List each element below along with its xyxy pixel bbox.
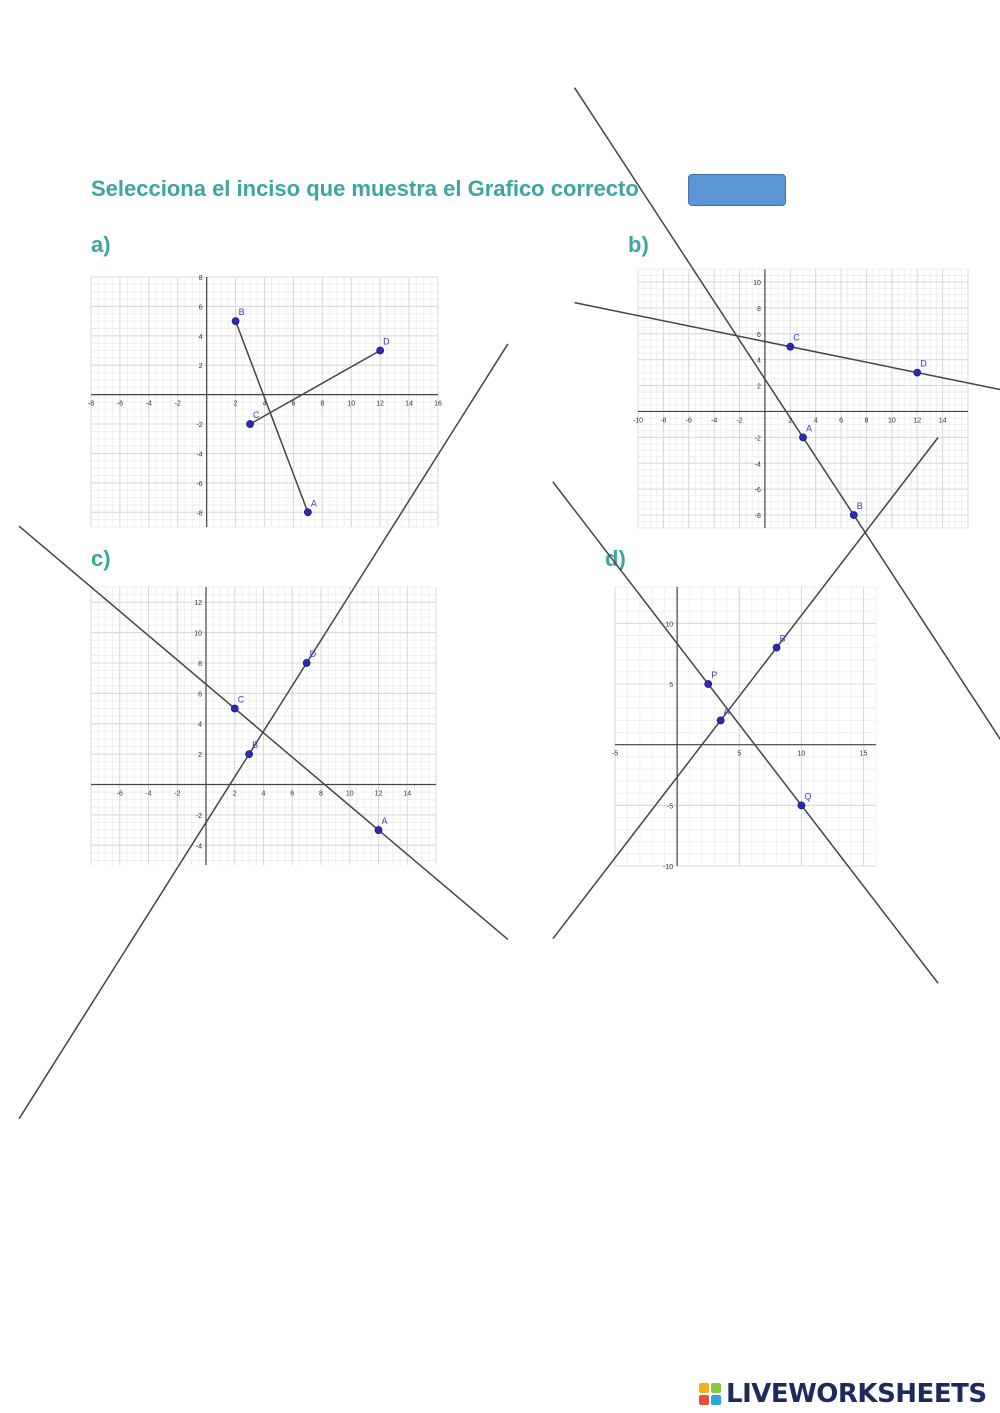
point-label-D: D <box>309 648 317 659</box>
x-tick-label: 4 <box>262 400 267 408</box>
option-label-d: d) <box>605 546 626 571</box>
x-tick-label: 4 <box>261 790 266 798</box>
option-label-a: a) <box>91 232 111 257</box>
x-tick-label: 12 <box>913 417 922 425</box>
y-tick-label: -5 <box>666 803 674 811</box>
y-tick-label: -6 <box>196 480 203 488</box>
point-label-B: B <box>856 501 863 512</box>
y-tick-label: -4 <box>195 843 202 851</box>
y-tick-label: 10 <box>194 630 202 638</box>
x-tick-label: 10 <box>887 417 896 425</box>
y-tick-label: 10 <box>665 621 674 629</box>
x-tick-label: 12 <box>374 790 383 798</box>
y-tick-label: -2 <box>754 435 761 443</box>
y-tick-label: -10 <box>663 864 674 871</box>
graph-option-a[interactable] <box>87 275 442 527</box>
x-tick-label: -10 <box>632 417 644 425</box>
x-tick-label: 10 <box>797 750 806 758</box>
graph-option-d[interactable] <box>611 587 876 871</box>
point-B[interactable] <box>850 512 857 519</box>
y-tick-label: -8 <box>196 510 203 518</box>
x-tick-label: -6 <box>685 417 692 425</box>
y-tick-label: 12 <box>194 600 202 608</box>
point-label-D: D <box>920 358 927 369</box>
y-tick-label: 6 <box>198 304 203 312</box>
point-Q[interactable] <box>798 802 805 809</box>
point-label-C: C <box>793 332 800 343</box>
liveworksheets-logo-icon <box>698 1382 722 1406</box>
y-tick-label: 4 <box>198 333 203 341</box>
y-tick-label: -2 <box>196 422 203 430</box>
x-tick-label: -5 <box>611 750 619 758</box>
x-tick-label: -6 <box>116 400 124 408</box>
point-A[interactable] <box>800 434 807 441</box>
y-tick-label: -6 <box>754 487 761 495</box>
option-label-b: b) <box>628 232 649 257</box>
point-label-C: C <box>253 410 260 421</box>
x-tick-label: -4 <box>145 400 152 408</box>
y-tick-label: 6 <box>198 691 202 699</box>
point-label-B: B <box>252 740 259 751</box>
x-tick-label: 14 <box>403 790 412 798</box>
y-tick-label: 8 <box>757 305 761 313</box>
point-label-P: P <box>711 670 718 681</box>
logo-square <box>711 1395 721 1405</box>
x-tick-label: -4 <box>145 790 152 798</box>
x-tick-label: 4 <box>813 417 818 425</box>
x-tick-label: 2 <box>232 790 237 798</box>
x-tick-label: 14 <box>405 400 413 408</box>
x-tick-label: -2 <box>736 417 743 425</box>
x-tick-label: 6 <box>291 400 296 408</box>
option-label-c: c) <box>91 546 111 571</box>
y-tick-label: -8 <box>754 513 761 521</box>
x-tick-label: 2 <box>788 417 793 425</box>
liveworksheets-logo <box>698 1378 987 1410</box>
logo-square <box>711 1383 721 1393</box>
y-tick-label: -4 <box>754 461 761 469</box>
x-tick-label: 6 <box>290 790 295 798</box>
y-tick-label: 5 <box>669 682 674 690</box>
x-tick-label: -8 <box>87 400 95 408</box>
y-tick-label: 4 <box>757 357 761 365</box>
point-B[interactable] <box>246 751 253 758</box>
x-tick-label: 8 <box>864 417 869 425</box>
point-B[interactable] <box>773 644 780 651</box>
point-C[interactable] <box>787 343 794 350</box>
x-tick-label: -6 <box>116 790 123 798</box>
y-tick-label: 4 <box>198 721 202 729</box>
x-tick-label: 5 <box>737 750 742 758</box>
y-tick-label: 10 <box>753 279 761 287</box>
point-label-A: A <box>806 423 813 434</box>
x-tick-label: 15 <box>859 750 868 758</box>
x-tick-label: 10 <box>345 790 354 798</box>
point-label-Q: Q <box>804 791 812 802</box>
logo-text: LIVEWORKSHEETS <box>726 1379 987 1409</box>
point-A[interactable] <box>304 509 311 516</box>
point-label-D: D <box>383 336 390 347</box>
point-label-A: A <box>310 498 317 509</box>
point-A[interactable] <box>717 717 724 724</box>
x-tick-label: 12 <box>376 400 385 408</box>
point-C[interactable] <box>231 705 238 712</box>
point-B[interactable] <box>232 318 239 325</box>
logo-square <box>699 1383 709 1393</box>
point-D[interactable] <box>914 369 921 376</box>
point-label-B: B <box>238 307 245 318</box>
y-tick-label: 2 <box>198 363 203 371</box>
x-tick-label: 6 <box>839 417 844 425</box>
y-tick-label: -4 <box>196 451 203 459</box>
x-tick-label: -2 <box>174 790 181 798</box>
graph-option-c[interactable] <box>91 587 436 865</box>
point-P[interactable] <box>705 681 712 688</box>
x-tick-label: 10 <box>347 400 356 408</box>
y-tick-label: 8 <box>198 275 203 282</box>
y-tick-label: 6 <box>757 331 761 339</box>
point-label-A: A <box>723 706 730 717</box>
answer-input[interactable] <box>688 174 786 206</box>
x-tick-label: 8 <box>319 790 323 798</box>
x-tick-label: 8 <box>320 400 325 408</box>
x-tick-label: 14 <box>938 417 947 425</box>
point-A[interactable] <box>375 827 382 834</box>
x-tick-label: 2 <box>233 400 238 408</box>
x-tick-label: -2 <box>174 400 181 408</box>
y-tick-label: 8 <box>198 660 202 668</box>
graph-option-b[interactable] <box>632 269 968 528</box>
y-tick-label: 2 <box>757 383 761 391</box>
worksheet-title: Selecciona el inciso que muestra el Grafico correcto <box>91 176 639 201</box>
point-label-B: B <box>779 633 786 644</box>
point-label-A: A <box>381 816 388 827</box>
point-D[interactable] <box>377 347 384 354</box>
x-tick-label: -8 <box>660 417 667 425</box>
point-D[interactable] <box>303 659 310 666</box>
point-C[interactable] <box>247 421 254 428</box>
y-tick-label: 2 <box>198 752 202 760</box>
point-label-C: C <box>237 694 245 705</box>
x-tick-label: 16 <box>434 400 442 408</box>
x-tick-label: -4 <box>711 417 718 425</box>
y-tick-label: -2 <box>195 812 202 820</box>
logo-square <box>699 1395 709 1405</box>
